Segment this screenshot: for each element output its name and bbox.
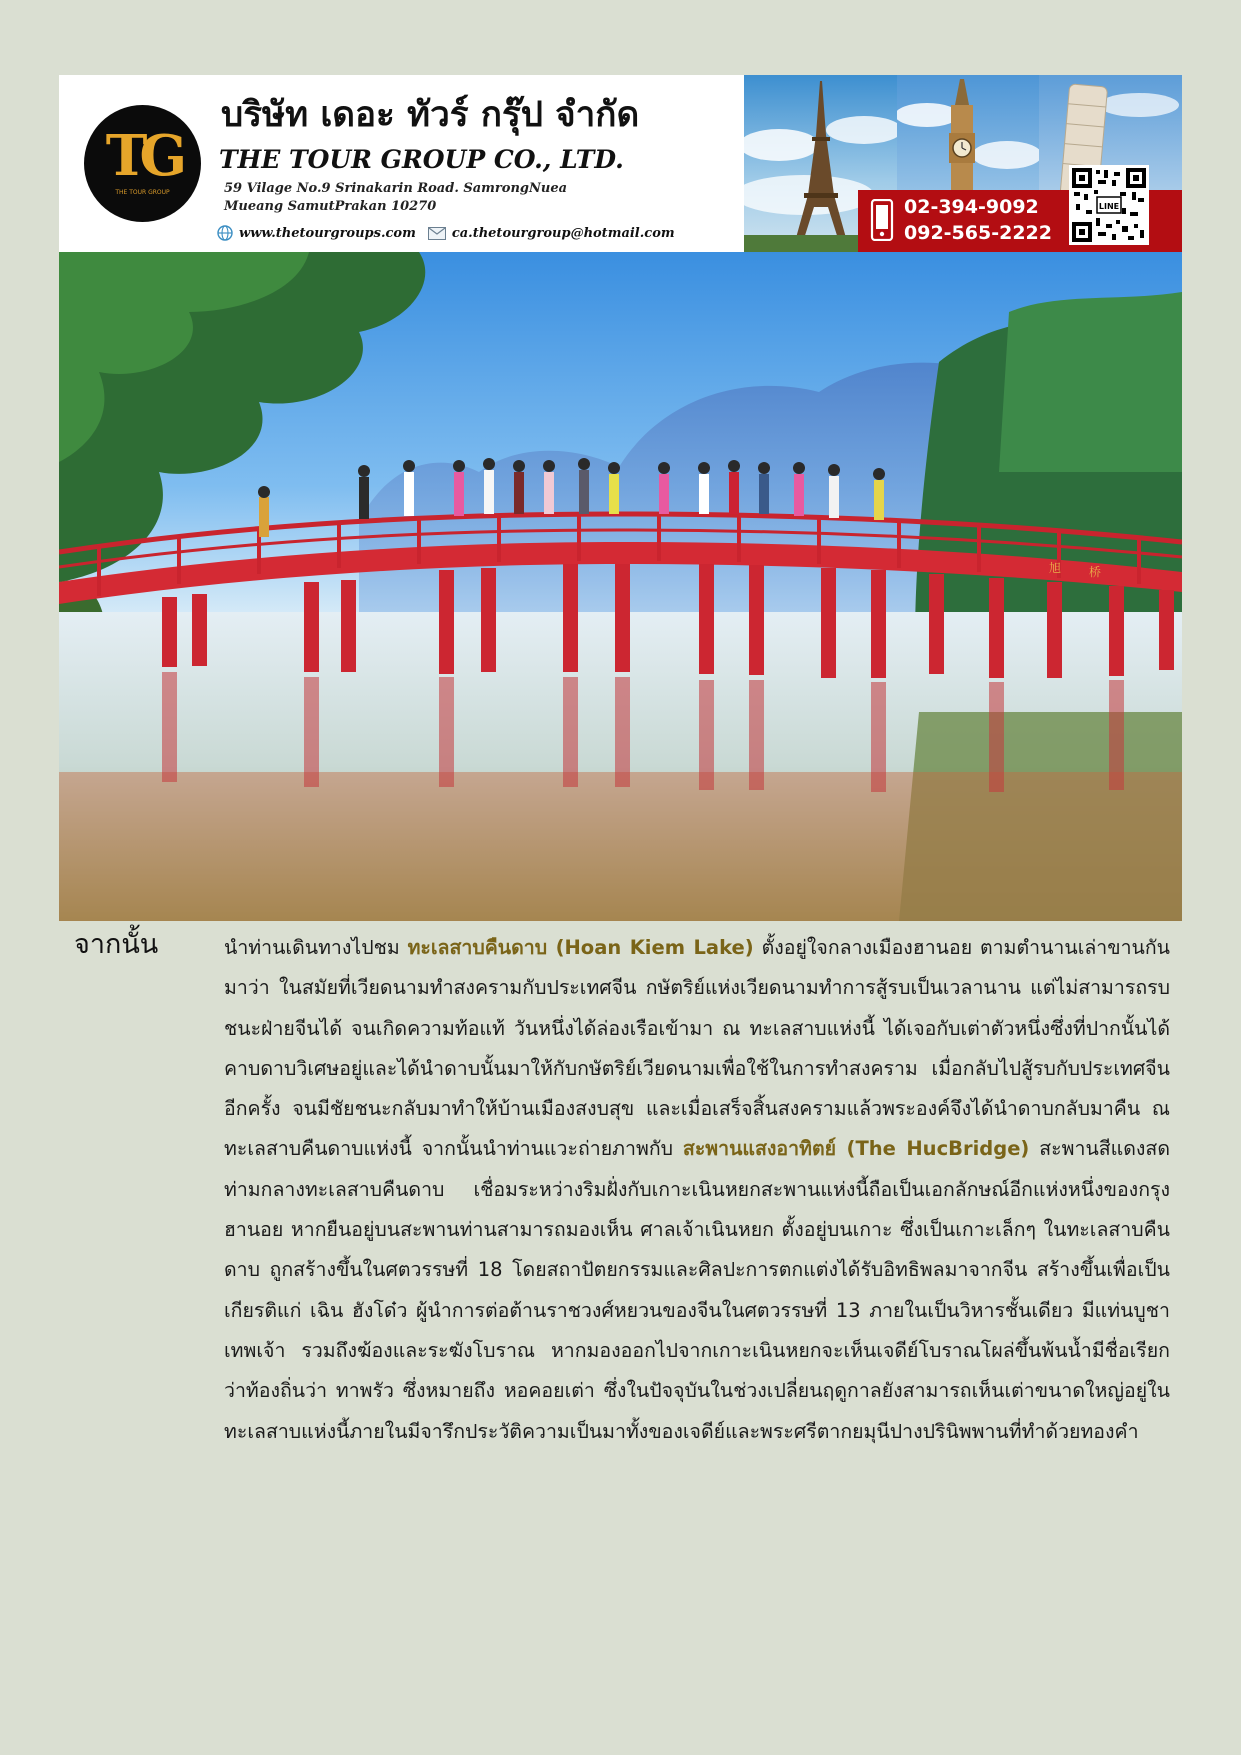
text-segment-3: สะพานสีแดงสดท่ามกลางทะเลสาบคืนดาบ เชื่อมระหว่างริมฝั่งกับเกาะเนินหยกสะพานแห่งนี้ถือเป็นเอกลักษณ์อีกแห่งหนึ่งของกรุงฮานอย หากยืนอยู่บนสะพานท่านสามารถมองเห็น ศาลเจ้าเนินหยก ตั้งอยู่บนเกาะ ซึ่งเป็นเกาะเล็กๆ ในทะเลสาบคืนดาบ ถูกสร้างขึ้นในศตวรรษที่ 18 โดยสถาปัตยกรรมและศิลปะการตกแต่งได้รับอิทธิพลมาจากจีน สร้างขึ้นเพื่อเป็นเกียรติแก่ เฉิน ฮังโด๋ว ผู้นำการต่อต้านราชวงศ์หยวนของจีนในศตวรรษที่ 13 ภายในเป็นวิหารชั้นเดียว มีแท่นบูชาเทพเจ้า รวมถึงฆ้องและระฆังโบราณ หากมองออกไปจากเกาะเนินหยกจะเห็นเจดีย์โบราณโผล่ขึ้นพ้นน้ำมีชื่อเรียกว่าท้องถิ่นว่า ทาพรัว ซึ่งหมายถึง หอคอยเต่า ซึ่งในปัจจุบันในช่วงเปลี่ยนฤดูกาลยังสามารถเห็นเต่าขนาดใหญ่อยู่ในทะเลสาบแห่งนี้ภายในมีจารึกประวัติความเป็นมาทั้งของเจดีย์และพระศรีตากยมุนีปางปรินิพพานที่ทำด้วยทองคำ: [224, 1137, 1170, 1443]
phone-number-1[interactable]: 02-394-9092: [904, 196, 1039, 218]
qr-code-icon[interactable]: [1069, 165, 1149, 245]
svg-text:旭: 旭: [1049, 561, 1062, 575]
qr-code-pattern: [1072, 168, 1146, 242]
address-line-2: Mueang SamutPrakan 10270: [224, 199, 437, 214]
phone-number-2[interactable]: 092-565-2222: [904, 222, 1052, 244]
address-line-1: 59 Vilage No.9 Srinakarin Road. SamrongNuea: [224, 181, 568, 196]
text-segment-1: นำท่านเดินทางไปชม: [224, 936, 408, 959]
contact-row: [217, 224, 675, 242]
huc-bridge-photo: [59, 252, 1182, 921]
company-name-en: THE TOUR GROUP CO., LTD.: [219, 145, 624, 174]
header-banner: [59, 75, 1182, 252]
email-link[interactable]: ca.thetourgroup@hotmail.com: [451, 225, 675, 241]
logo-subtext: THE TOUR GROUP: [115, 189, 170, 196]
company-logo: [84, 105, 201, 222]
qr-label: LINE: [1098, 202, 1120, 211]
body-paragraph: [224, 928, 1170, 1452]
landmark-collage: [744, 75, 1182, 252]
highlight-hoan-kiem-lake: ทะเลสาบคืนดาบ (Hoan Kiem Lake): [407, 936, 754, 959]
section-label: จากนั้น: [74, 929, 159, 960]
company-name-thai: บริษัท เดอะ ทัวร์ กรุ๊ป จำกัด: [221, 95, 640, 135]
svg-text:桥: 桥: [1089, 565, 1102, 579]
website-link[interactable]: www.thetourgroups.com: [239, 225, 416, 241]
globe-icon: [217, 225, 233, 241]
phone-icon: [870, 199, 894, 241]
mail-icon: [428, 227, 446, 240]
logo-letters: TG: [105, 123, 180, 189]
text-segment-2: ตั้งอยู่ใจกลางเมืองฮานอย ตามตำนานเล่าขานกันมาว่า ในสมัยที่เวียดนามทำสงครามกับประเทศจีน กษัตริย์แห่งเวียดนามทำการสู้รบเป็นเวลานาน แต่ไม่สามารถรบชนะฝ่ายจีนได้ จนเกิดความท้อแท้ วันหนึ่งได้ล่องเรือเข้ามา ณ ทะเลสาบแห่งนี้ ได้เจอกับเต่าตัวหนึ่งซึ่งที่ปากนั้นได้คาบดาบวิเศษอยู่และได้นำดาบนั้นมาให้กับกษัตริย์เวียดนามเพื่อใช้ในการทำสงคราม เมื่อกลับไปสู้รบกับประเทศจีนอีกครั้ง จนมีชัยชนะกลับมาทำให้บ้านเมืองสงบสุข และเมื่อเสร็จสิ้นสงครามแล้วพระองค์จึงได้นำดาบกลับมาคืน ณ ทะเลสาบคืนดาบแห่งนี้ จากนั้นนำท่านแวะถ่ายภาพกับ: [224, 936, 1171, 1161]
highlight-huc-bridge: สะพานแสงอาทิตย์ (The HucBridge): [682, 1137, 1030, 1161]
